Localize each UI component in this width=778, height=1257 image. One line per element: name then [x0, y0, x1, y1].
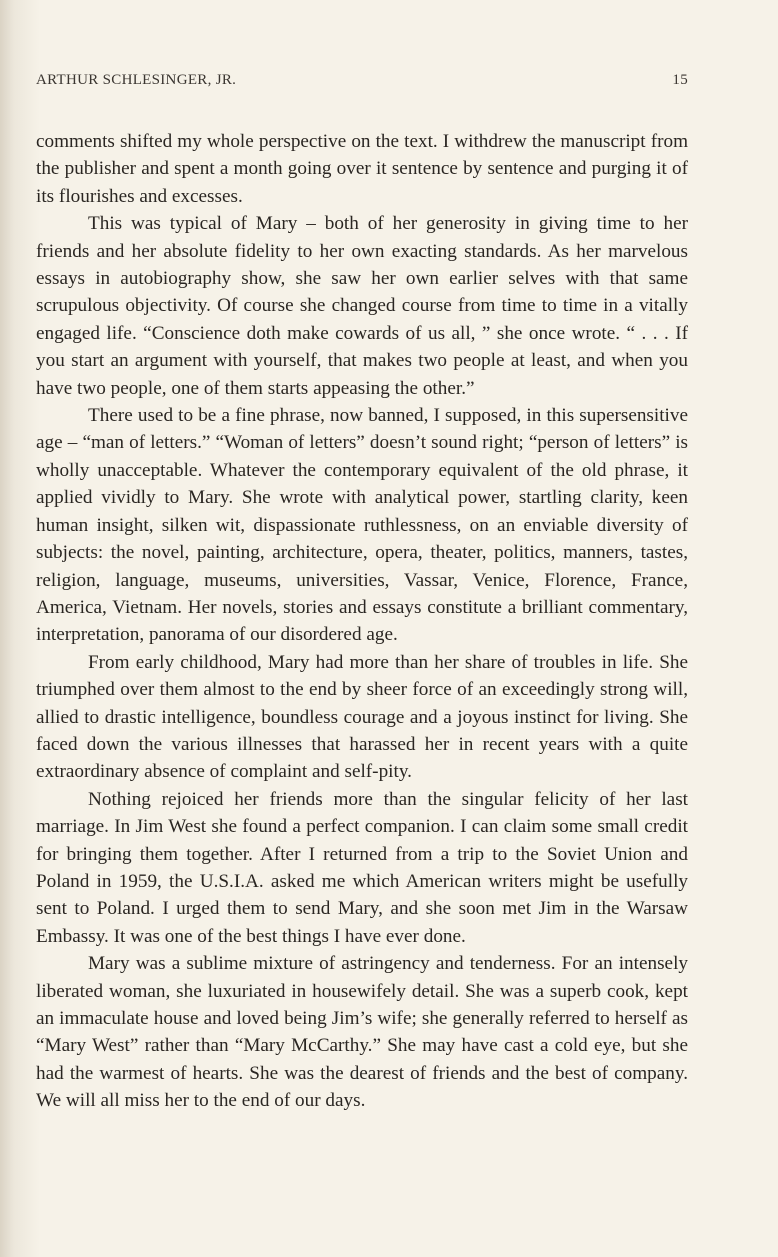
running-head [36, 72, 688, 96]
running-head-author: ARTHUR SCHLESINGER, JR. [36, 72, 237, 88]
paragraph: Mary was a sublime mixture of astringency and tenderness. For an intensely liberated woman, she luxuriated in housewifely detail. She was a superb cook, kept an immaculate house and loved being Jim’s wife; she generally referred to herself as “Mary West” rather than “Mary McCarthy.” She may have cast a cold eye, but she had the warmest of hearts. She was the dearest of friends and the best of company. We will all miss her to the end of our days. [36, 953, 688, 1112]
paragraph-continued: comments shifted my whole perspective on the text. I withdrew the manuscript from the publisher and spent a month going over it sentence by sentence and purging it of its flourishes and excesses. [36, 131, 688, 207]
page-number: 15 [672, 72, 688, 88]
paragraph: There used to be a fine phrase, now banned, I supposed, in this supersensitive age – “man of letters.” “Woman of letters” doesn’t sound right; “person of letters” is wholly unacceptable. Whatever the contemporary equivalent of the old phrase, it applied vividly to Mary. She wrote with analytical power, startling clarity, keen human insight, silken wit, dispassionate ruthlessness, on an enviable diversity of subjects: the novel, painting, architecture, opera, theater, politics, manners, tastes, religion, language, museums, universities, Vassar, Venice, Florence, France, America, Vietnam. Her novels, stories and essays constitute a brilliant commentary, interpretation, panorama of our disordered age. [36, 405, 688, 646]
paragraph: From early childhood, Mary had more than her share of troubles in life. She triumphed over them almost to the end by sheer force of an exceedingly strong will, allied to drastic intelligence, boundless courage and a joyous instinct for living. She faced down the various illnesses that harassed her in recent years with a quite extraordinary absence of complaint and self-pity. [36, 651, 688, 783]
paragraph: This was typical of Mary – both of her generosity in giving time to her friends and her absolute fidelity to her own exacting standards. As her marvelous essays in autobiography show, she saw her own earlier selves with that same scrupulous objectivity. Of course she changed course from time to time in a vitally engaged life. “Conscience doth make cowards of us all, ” she once wrote. “ . . . If you start an argument with yourself, that makes two people at least, and when you have two people, one of them starts appeasing the other.” [36, 213, 688, 399]
paragraph: Nothing rejoiced her friends more than the singular felicity of her last marriage. In Jim West she found a perfect companion. I can claim some small credit for bringing them together. After I returned from a trip to the Soviet Union and Poland in 1959, the U.S.I.A. asked me which American writers might be usefully sent to Poland. I urged them to send Mary, and she soon met Jim in the Warsaw Embassy. It was one of the best things I have ever done. [36, 788, 688, 947]
body-text [36, 128, 688, 1115]
